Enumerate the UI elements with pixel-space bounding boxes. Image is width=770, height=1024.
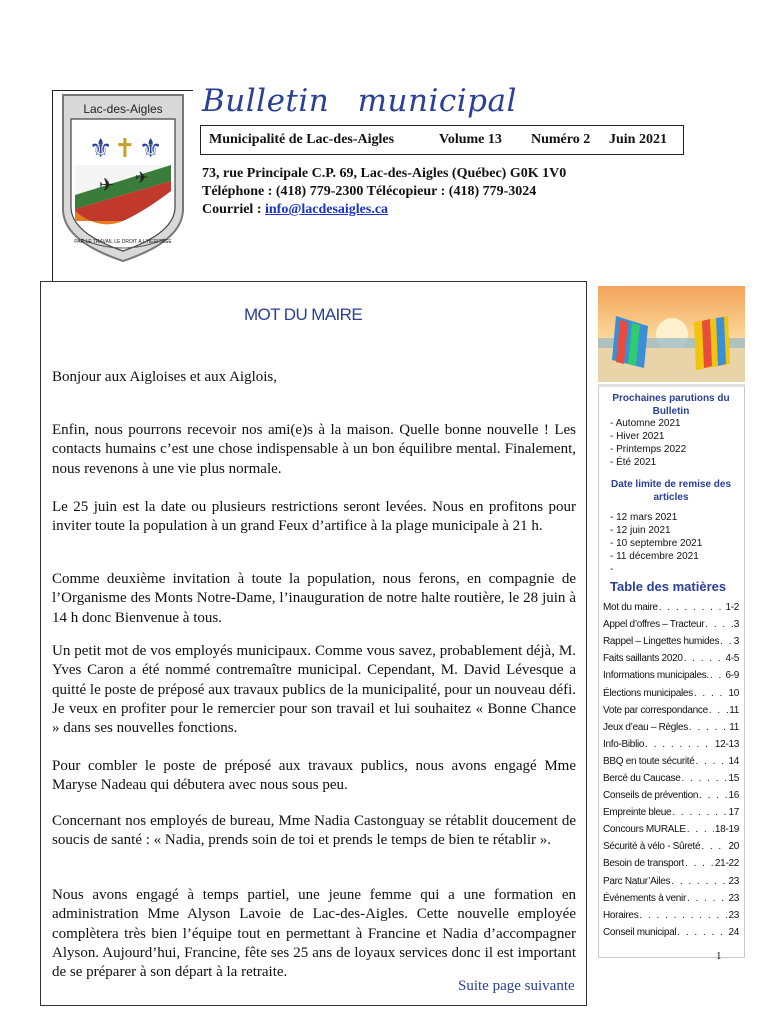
article-paragraph: Enfin, nous pourrons recevoir nos ami(e)s à la maison. Quelle bonne nouvelle ! Les contacts humains c’est une chose indispensable à un bon équilibre mental. Finalement, nous revenons à une vie plus normale. [52,422,576,477]
toc-entry-page: 23 [728,909,739,921]
toc-entry[interactable] [603,599,739,616]
toc-entry-page: 3 [733,619,739,631]
toc-entry[interactable] [603,719,739,736]
town-crest-icon [55,91,191,266]
toc-leader-dots [709,705,728,716]
article-paragraph: Un petit mot de vos employés municipaux. Comme vous savez, probablement déjà, M. Yves Caron a été nommé contremaître municipal. Cependant, M. David Lévesque a quitté le poste de préposé aux travaux publics de la municipalité, pour un nouveau défi. Je veux en profiter pour le remercier pour son travail et lui souhaitez « Bonne Chance » dans ses nouvelles fonctions. [52,643,577,737]
toc-leader-dots [696,756,728,767]
toc-entry[interactable] [603,821,739,838]
toc-entry-page: 4-5 [725,653,739,665]
svg-text:⚜: ⚜ [89,134,113,164]
deadline-list [610,511,702,576]
svg-text:⚜: ⚜ [139,134,163,164]
toc-entry[interactable] [603,736,739,753]
article-title: MOT DU MAIRE [244,305,363,324]
toc-leader-dots [699,790,727,801]
toc-leader-dots [710,670,725,681]
list-item: - 12 juin 2021 [610,524,702,537]
toc-entry-label: Événements à venir [603,892,686,904]
toc-entry-page: 15 [728,772,739,784]
toc-entry[interactable] [603,787,739,804]
volume-label: Volume 13 [439,132,502,147]
list-item: - 12 mars 2021 [610,511,702,524]
issue-date: Juin 2021 [609,132,667,147]
toc-entry-label: Empreinte bleue [603,807,672,819]
toc-entry[interactable] [603,907,739,924]
toc-entry-label: Appel d’offres – Tracteur [603,619,705,631]
toc-entry-page: 10 [728,687,739,699]
crest-ribbon-text: PAR LE TRAVAIL LE DROIT A L'HERITAGE [74,239,172,245]
email-line [202,202,388,218]
deadline-title: Date limite de remise des articles [610,479,732,503]
toc-entry-label: Vote par correspondance [603,704,708,716]
toc-entry-label: Jeux d’eau – Règles [603,721,688,733]
toc-entry-label: Conseils de prévention [603,790,699,802]
toc-entry-label: Rappel – Lingettes humides [603,636,720,648]
toc-leader-dots [701,841,727,852]
toc-entry-label: Horaires [603,909,639,921]
page-number: 1 [716,950,722,962]
toc-entry-page: 6-9 [725,670,739,682]
toc-entry[interactable] [603,873,739,890]
toc-entry-label: Concours MURALE [603,824,686,836]
toc-entry-label: Besoin de transport [603,858,685,870]
toc-entry[interactable] [603,804,739,821]
toc-entry-page: 12-13 [714,738,739,750]
list-item: - 11 décembre 2021 [610,550,702,563]
toc-entry-label: Info-Biblio [603,738,645,750]
toc-leader-dots [645,739,714,750]
toc-entry-label: Bercé du Caucase [603,772,681,784]
issue-number: Numéro 2 [531,132,591,147]
toc-entry[interactable] [603,924,739,941]
municipality-name: Municipalité de Lac-des-Aigles [209,132,395,147]
toc-entry-page: 17 [728,807,739,819]
next-editions-list [610,417,686,469]
toc-entry[interactable] [603,838,739,855]
toc-entry-label: Informations municipales. [603,670,709,682]
toc-leader-dots [705,619,732,630]
toc-leader-dots [677,927,727,938]
toc-entry-label: Faits saillants 2020 [603,653,683,665]
article-paragraph: Comme deuxième invitation à toute la population, nous ferons, en compagnie de l’Organisme des Monts Notre-Dame, l’inauguration de notre halte routière, le 28 juin à 14 h donc Bienvenue à tous. [52,571,576,626]
list-item: - Automne 2021 [610,417,686,430]
email-label: Courriel : [202,202,265,217]
phone-line: Téléphone : (418) 779-2300 Télécopieur : (418) 779-3024 [202,184,537,199]
toc-leader-dots [687,824,714,835]
beach-chairs-image [598,286,745,382]
crest-frame [52,90,193,281]
toc-entry[interactable] [603,650,739,667]
toc-entry-label: Conseil municipal [603,926,677,938]
crest-town-name: Lac-des-Aigles [83,102,163,116]
toc-leader-dots [659,602,725,613]
article-paragraph: Pour combler le poste de préposé aux travaux publics, nous avons engagé Mme Maryse Nadeau qui débutera avec nous sous peu. [52,758,576,794]
next-editions-title: Prochaines parutions du Bulletin [612,393,730,417]
list-item: - Hiver 2021 [610,430,686,443]
toc-entry-label: Élections municipales [603,687,693,699]
list-item: - Été 2021 [610,456,686,469]
toc-entry-page: 23 [728,892,739,904]
toc-title: Table des matières [610,579,727,594]
toc-entry[interactable] [603,855,739,872]
continued-link[interactable]: Suite page suivante [458,978,575,994]
toc-leader-dots [672,807,727,818]
toc-entry[interactable] [603,702,739,719]
toc-entry-page: 16 [728,790,739,802]
table-of-contents [603,599,739,941]
article-paragraph: Le 25 juin est la date ou plusieurs restrictions seront levées. Nous en profitons pour inviter toute la population à un grand Feux d’artifice à la plage municipale à 21 h. [52,499,576,535]
toc-entry-label: Sécurité à vélo - Sûreté [603,841,701,853]
toc-entry-page: 24 [728,926,739,938]
toc-entry-label: Mot du maire [603,602,658,614]
toc-entry[interactable] [603,616,739,633]
toc-entry[interactable] [603,890,739,907]
list-item [610,563,702,576]
toc-entry-page: 21-22 [714,858,739,870]
toc-entry[interactable] [603,684,739,701]
address-line: 73, rue Principale C.P. 69, Lac-des-Aigles (Québec) G0K 1V0 [202,166,567,181]
toc-entry[interactable] [603,667,739,684]
list-item: - 10 septembre 2021 [610,537,702,550]
toc-entry[interactable] [603,770,739,787]
article-paragraph: Concernant nos employés de bureau, Mme Nadia Castonguay se rétablit doucement de soucis de santé : « Nadia, prends soin de toi et prends le temps de bien te rétablir ». [52,813,576,849]
toc-entry-label: Parc Natur’Ailes [603,875,671,887]
article-greeting: Bonjour aux Aigloises et aux Aiglois, [52,369,277,385]
toc-entry-page: 11 [729,704,739,716]
toc-leader-dots [720,636,733,647]
svg-text:✝: ✝ [114,134,136,164]
toc-leader-dots [689,722,728,733]
toc-leader-dots [671,876,727,887]
email-link[interactable]: info@lacdesaigles.ca [264,202,389,217]
toc-entry-page: 14 [728,755,739,767]
toc-entry-page: 11 [729,721,739,733]
toc-entry[interactable] [603,753,739,770]
toc-leader-dots [639,910,727,921]
toc-entry-page: 23 [728,875,739,887]
toc-entry-label: BBQ en toute sécurité [603,755,695,767]
toc-entry-page: 20 [728,841,739,853]
article-paragraph: Nous avons engagé à temps partiel, une jeune femme qui a une formation en administration Mme Alyson Lavoie de Lac-des-Aigles. Cette nouvelle employée complètera très bien l’équipe tout en permettant à Francine et Nadia d’accompagner Alyson. Aujourd’hui, Francine, fête ses 25 ans de loyaux services donc il est important de se préparer à son départ à la retraite. [52,887,576,981]
toc-leader-dots [684,653,725,664]
svg-text:✈: ✈ [99,175,115,196]
toc-entry[interactable] [603,633,739,650]
list-item: - Printemps 2022 [610,443,686,456]
toc-entry-page: 18-19 [714,824,739,836]
toc-leader-dots [681,773,727,784]
toc-leader-dots [687,893,727,904]
svg-text:✈: ✈ [135,168,149,187]
issue-info-bar [200,125,684,155]
toc-entry-page: 1-2 [725,602,739,614]
toc-leader-dots [685,858,714,869]
bulletin-title: Bulletin municipal [202,83,517,119]
toc-leader-dots [694,688,728,699]
toc-entry-page: 3 [733,636,739,648]
